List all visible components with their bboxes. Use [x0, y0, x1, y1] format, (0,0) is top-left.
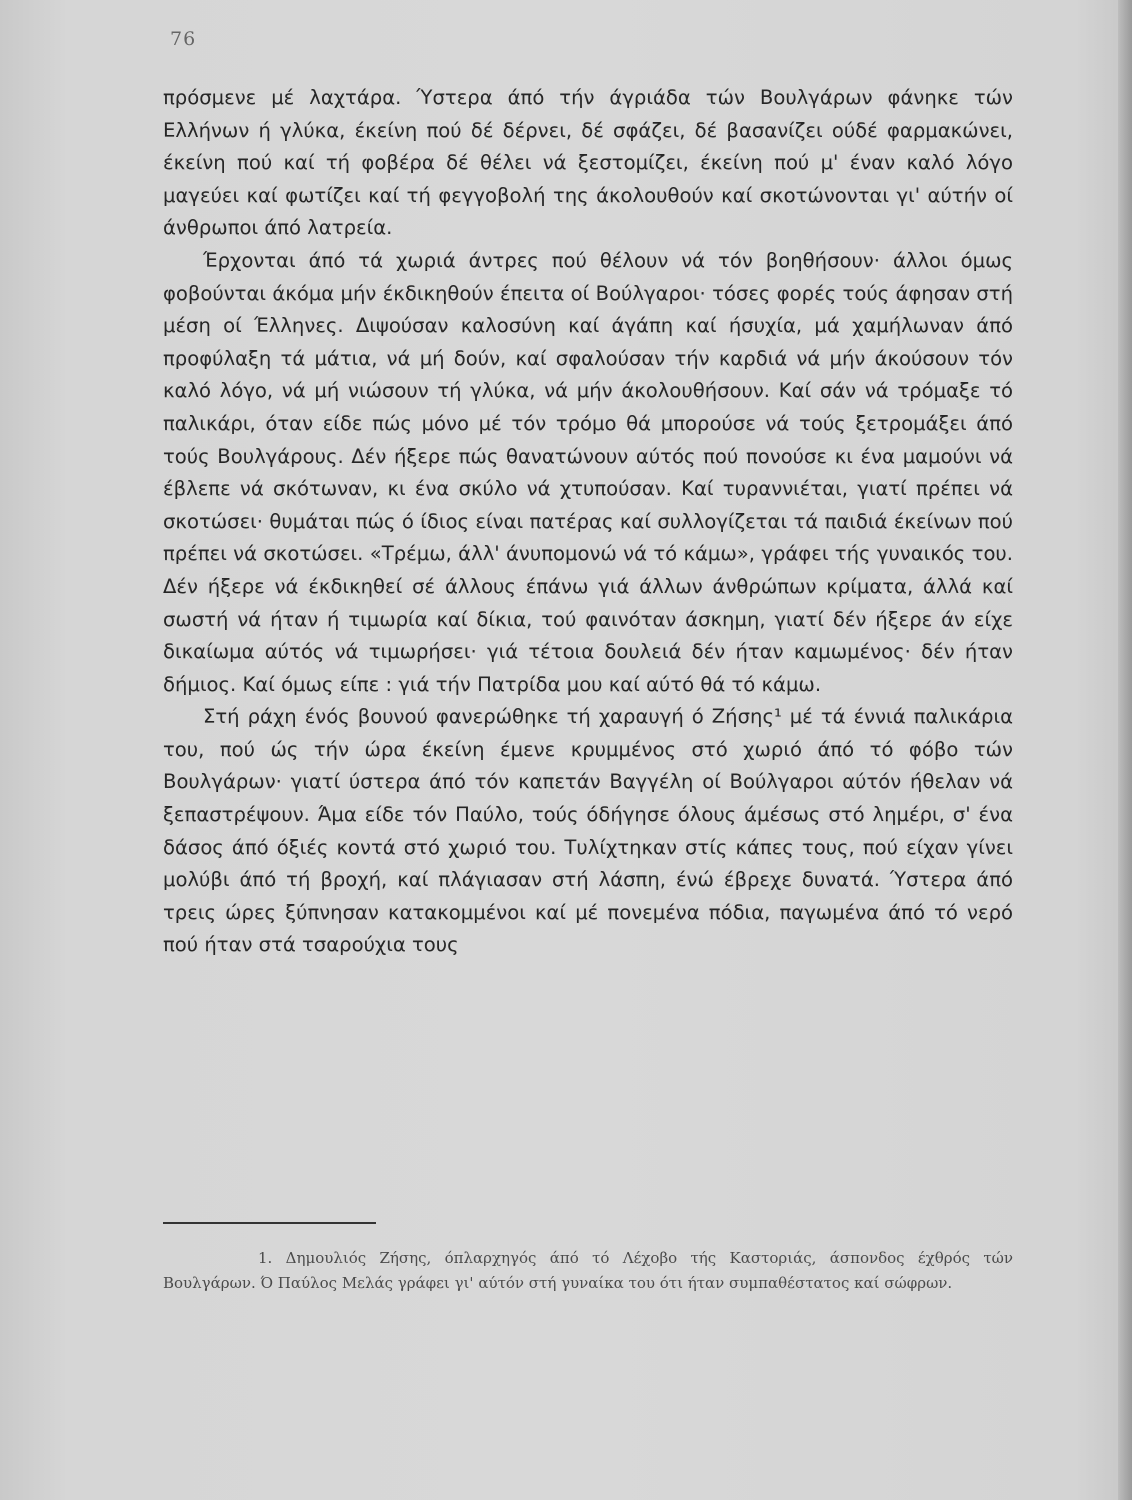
footnote [163, 1246, 1013, 1296]
page-number: 76 [170, 28, 197, 50]
footnote-text: 1. Δημουλιός Ζήσης, όπλαρχηγός άπό τό Λέχοβο τής Καστοριάς, άσπονδος έχθρός τών Βουλγάρων. Ό Παύλος Μελάς γράφει γι' αύτόν στή γυναίκα του ότι ήταν συμπαθέστατος καί σώφρων. [163, 1249, 1013, 1292]
paragraph-2: Έρχονται άπό τά χωριά άντρες πού θέλουν νά τόν βοηθήσουν· άλλοι όμως φοβούνται άκόμα μήν έκδικηθούν έπειτα οί Βούλγαροι· τόσες φορές τούς άφησαν στή μέση οί Έλληνες. Διψούσαν καλοσύνη καί άγάπη καί ήσυχία, μά χαμήλωναν άπό προφύλαξη τά μάτια, νά μή δούν, καί σφαλούσαν τήν καρδιά νά μήν άκούσουν τόν καλό λόγο, νά μή νιώσουν τή γλύκα, νά μήν άκολουθήσουν. Καί σάν νά τρόμαξε τό παλικάρι, όταν είδε πώς μόνο μέ τόν τρόμο θά μπορούσε νά τούς ξετρομάξει άπό τούς Βουλγάρους. Δέν ήξερε πώς θανατώνουν αύτός πού πονούσε κι ένα μαμούνι νά έβλεπε νά σκότωναν, κι ένα σκύλο νά χτυπούσαν. Καί τυραννιέται, γιατί πρέπει νά σκοτώσει· θυμάται πώς ό ίδιος είναι πατέρας καί συλλογίζεται τά παιδιά έκείνων πού πρέπει νά σκοτώσει. «Τρέμω, άλλ' άνυπομονώ νά τό κάμω», γράφει τής γυναικός του. Δέν ήξερε νά έκδικηθεί σέ άλλους έπάνω γιά άλλων άνθρώπων κρίματα, άλλά καί σωστή νά ήταν ή τιμωρία καί δίκια, τού φαινόταν άσκημη, γιατί δέν ήξερε άν είχε δικαίωμα αύτός νά τιμωρήσει· γιά τέτοια δουλειά δέν ήταν καμωμένος· δέν ήταν δήμιος. Καί όμως είπε : γιά τήν Πατρίδα μου καί αύτό θά τό κάμω. [163, 248, 1013, 696]
book-spine-shadow [1118, 0, 1132, 1500]
main-text [163, 82, 1013, 962]
paragraph-1: πρόσμενε μέ λαχτάρα. Ύστερα άπό τήν άγριάδα τών Βουλγάρων φάνηκε τών Ελλήνων ή γλύκα, έκείνη πού δέ δέρνει, δέ σφάζει, δέ βασανίζει ούδέ φαρμακώνει, έκείνη πού καί τή φοβέρα δέ θέλει νά ξεστομίζει, έκείνη πού μ' έναν καλό λόγο μαγεύει καί φωτίζει καί τή φεγγοβολή της άκολουθούν καί σκοτώνονται γι' αύτήν οί άνθρωποι άπό λατρεία. [163, 86, 1013, 240]
footnote-divider [163, 1222, 376, 1224]
paragraph-3: Στή ράχη ένός βουνού φανερώθηκε τή χαραυγή ό Ζήσης¹ μέ τά έννιά παλικάρια του, πού ώς τήν ώρα έκείνη έμενε κρυμμένος στό χωριό άπό τό φόβο τών Βουλγάρων· γιατί ύστερα άπό τόν καπετάν Βαγγέλη οί Βούλγαροι αύτόν ήθελαν νά ξεπαστρέψουν. Άμα είδε τόν Παύλο, τούς όδήγησε όλους άμέσως στό λημέρι, σ' ένα δάσος άπό όξιές κοντά στό χωριό του. Τυλίχτηκαν στίς κάπες τους, πού είχαν γίνει μολύβι άπό τή βροχή, καί πλάγιασαν στή λάσπη, ένώ έβρεχε δυνατά. Ύστερα άπό τρεις ώρες ξύπνησαν κατακομμένοι καί μέ πονεμένα πόδια, παγωμένα άπό τό νερό πού ήταν στά τσαρούχια τους [163, 705, 1013, 957]
